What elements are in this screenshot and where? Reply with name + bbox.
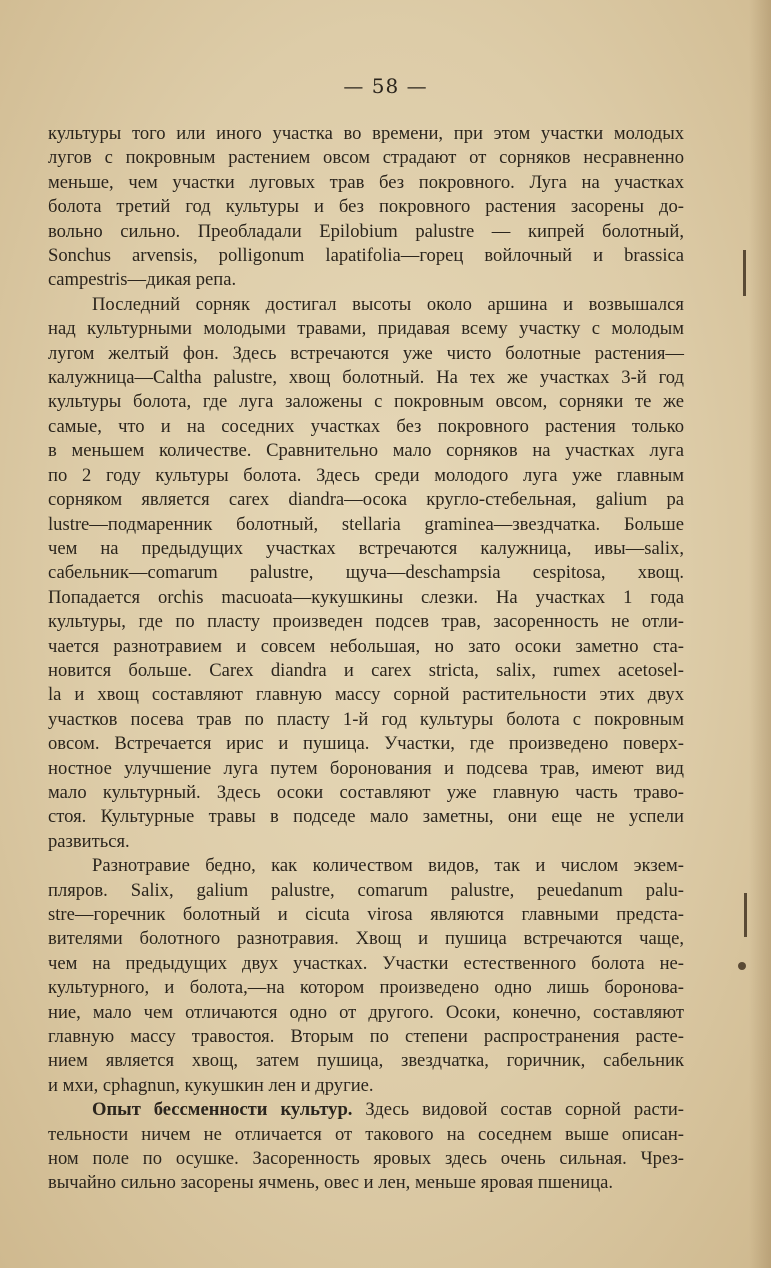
text-line: самые, что и на соседних участках без покровного растения только <box>48 415 684 437</box>
text-line: участков посева трав по пласту 1-й год культуры болота с покровным <box>48 708 684 730</box>
text-line: над культурными молодыми травами, придавая всему участку с молодым <box>48 318 684 340</box>
text-line: тельности ничем не отличается от такового на соседнем выше описан- <box>48 1123 684 1145</box>
section-heading: Опыт бессменности культур. <box>92 1099 353 1121</box>
page-number: — 58 — <box>343 74 428 98</box>
text-line: lustre—подмаренник болотный, stellaria graminea—звездчатка. Больше <box>48 513 684 535</box>
text-line: нием является хвощ, затем пушица, звездчатка, горичник, сабельник <box>48 1050 684 1072</box>
text-line-heading <box>48 1098 684 1122</box>
text-line: культуры, где по пласту произведен подсев трав, засоренность не отли- <box>48 611 684 633</box>
text-line: чем на предыдущих двух участках. Участки естественного болота не- <box>48 952 684 974</box>
text-line: чается разнотравием и совсем небольшая, но зато осоки заметно ста- <box>48 635 684 657</box>
text-line: болота третий год культуры и без покровного растения засорены до- <box>48 196 684 218</box>
text-line: стоя. Культурные травы в подседе мало заметны, они еще не успели <box>48 806 684 828</box>
text-line: по 2 году культуры болота. Здесь среди молодого луга уже главным <box>48 464 684 486</box>
text-line: овсом. Встречается ирис и пушица. Участки, где произведено поверх- <box>48 733 684 755</box>
text-line: культуры болота, где луга заложены с покровным овсом, сорняки те же <box>48 391 684 413</box>
text-line: пляров. Salix, galium palustre, comarum palustre, peuedanum palu- <box>48 879 684 901</box>
text-line: и мхи, cphagnun, кукушкин лен и другие. <box>48 1074 374 1096</box>
text-line: Разнотравие бедно, как количеством видов, так и числом экзем- <box>92 855 684 877</box>
text-line: развиться. <box>48 830 130 852</box>
page-edge-shadow <box>749 0 771 1268</box>
text-line: чем на предыдущих участках встречаются калужница, ивы—salix, <box>48 537 684 559</box>
text-line: новится больше. Carex diandra и carex stricta, salix, rumex acetosel- <box>48 659 684 681</box>
text-line: культуры того или иного участка во времени, при этом участки молодых <box>48 123 684 144</box>
text-line: ном поле по осушке. Засоренность яровых здесь очень сильная. Чрез- <box>48 1148 684 1170</box>
text-line: Попадается orchis macuoata—кукушкины слезки. На участках 1 года <box>48 586 684 608</box>
text-line: меньше, чем участки луговых трав без покровного. Луга на участках <box>48 171 684 193</box>
text-line: лугом желтый фон. Здесь встречаются уже чисто болотные растения— <box>48 342 684 364</box>
text-line: сорняком является carex diandra—осока кругло-стебельная, galium pa <box>48 489 684 511</box>
margin-mark <box>743 250 746 296</box>
text-line: калужница—Caltha palustre, хвощ болотный. На тех же участках 3-й год <box>48 367 684 389</box>
text-line: вольно сильно. Преобладали Epilobium palustre — кипрей болотный, <box>48 220 684 242</box>
text-line: Sonchus arvensis, polligonum lapatifolia—горец войлочный и brassica <box>48 245 684 267</box>
text-line: stre—горечник болотный и cicuta virosa являются главными предста- <box>48 904 684 925</box>
text-line: вычайно сильно засорены ячмень, овес и лен, меньше яровая пшеница. <box>48 1172 614 1194</box>
text-line: campestris—дикая репа. <box>48 269 237 291</box>
text-line: вителями болотного разнотравия. Хвощ и пушица встречаются чаще, <box>48 928 684 950</box>
margin-mark <box>744 893 747 937</box>
text-line: сабельник—comarum palustre, щуча—deschampsia cespitosa, хвощ. <box>48 562 684 584</box>
margin-mark <box>738 962 746 970</box>
body-text <box>48 122 684 1196</box>
text-fragment: Здесь видовой состав сорной расти- <box>365 1099 684 1121</box>
text-line: главную массу травостоя. Вторым по степени распространения расте- <box>48 1026 684 1048</box>
text-line: la и хвощ составляют главную массу сорной растительности этих двух <box>48 684 684 706</box>
text-line: Последний сорняк достигал высоты около аршина и возвышался <box>92 293 684 315</box>
text-line: ностное улучшение луга путем боронования и подсева трав, имеют вид <box>48 757 684 779</box>
text-line: ние, мало чем отличаются одно от другого. Осоки, конечно, составляют <box>48 1001 684 1023</box>
text-line: в меньшем количестве. Сравнительно мало сорняков на участках луга <box>48 440 684 462</box>
text-line: мало культурный. Здесь осоки составляют уже главную часть траво- <box>48 781 684 803</box>
text-line: культурного, и болота,—на котором произведено одно лишь боронова- <box>48 977 684 999</box>
text-line: лугов с покровным растением овсом страдают от сорняков несравненно <box>48 147 684 169</box>
